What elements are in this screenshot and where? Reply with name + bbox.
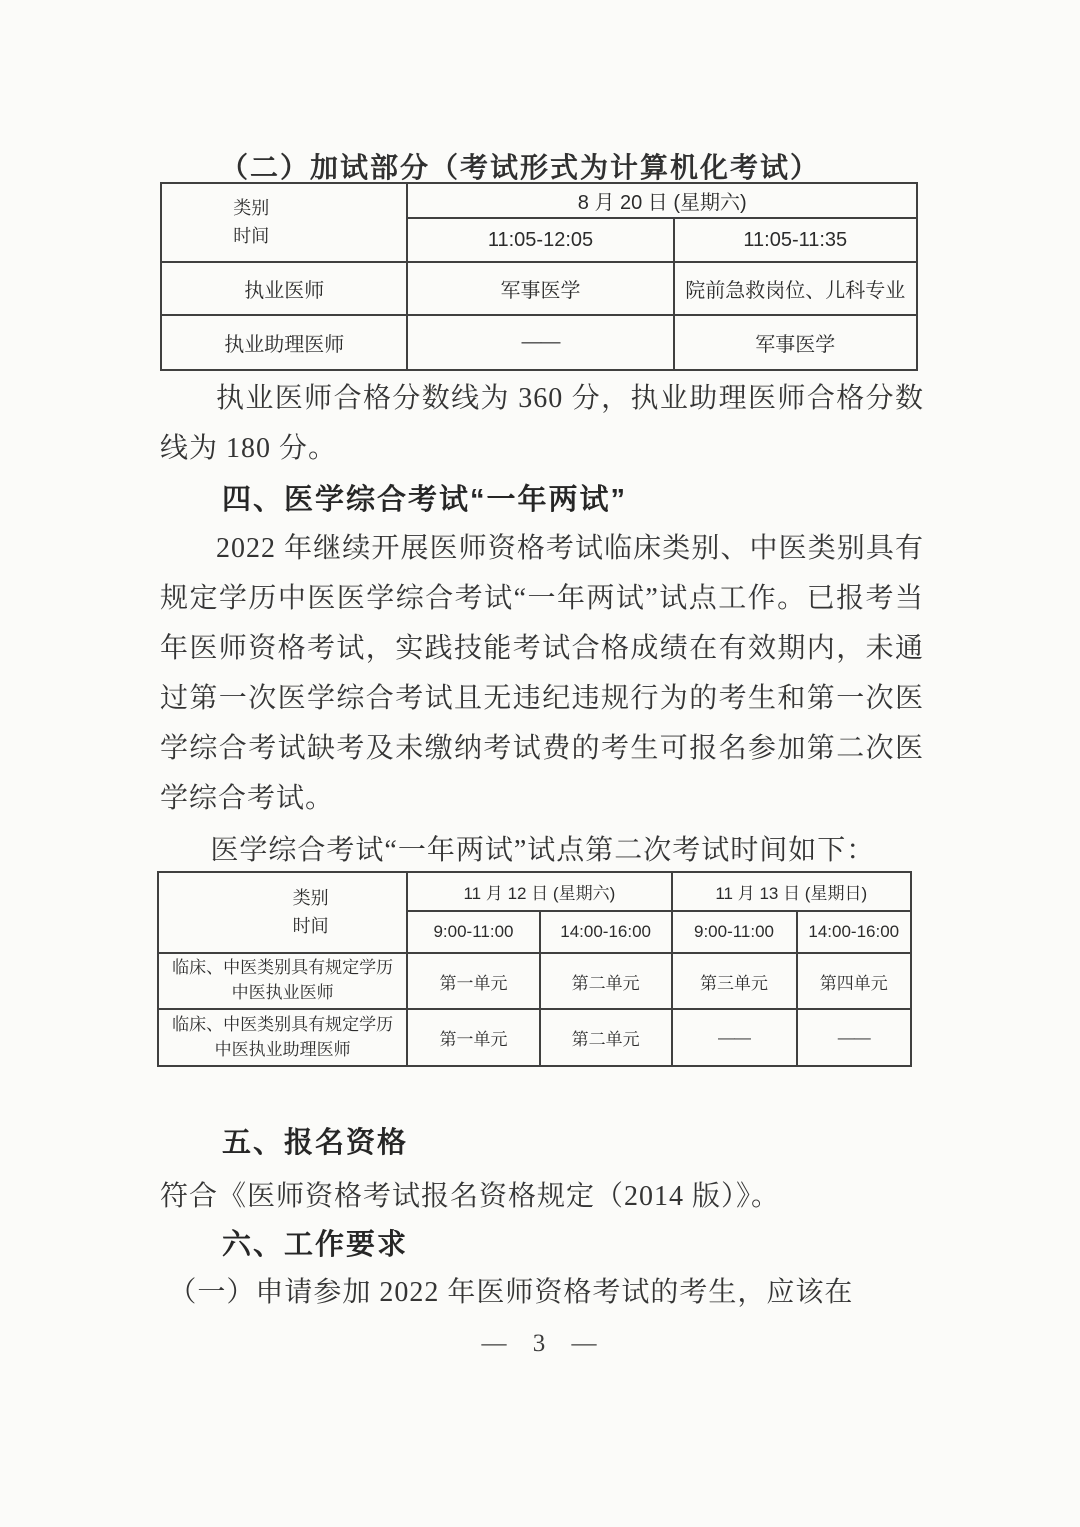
paragraph-two-tests: 2022 年继续开展医师资格考试临床类别、中医类别具有规定学历中医医学综合考试“一年两试”试点工作。已报考当年医师资格考试，实践技能考试合格成绩在有效期内，未通过第一次医学综合考试且无违纪违规行为的考生和第一次医学综合考试缺考及未缴纳考试费的考生可报名参加第二次医学综合考试。 bbox=[160, 533, 924, 814]
corner-header-cell bbox=[161, 183, 407, 262]
time-header-cell: 9:00-11:00 bbox=[672, 911, 797, 953]
category-cell: 执业助理医师 bbox=[161, 315, 407, 370]
unit-cell: 第三单元 bbox=[672, 953, 797, 1009]
addon-exam-table bbox=[160, 182, 918, 371]
exam-cell: 军事医学 bbox=[674, 315, 917, 370]
unit-cell: 第二单元 bbox=[540, 1009, 672, 1066]
heading-addon-section: （二）加试部分（考试形式为计算机化考试） bbox=[220, 153, 821, 184]
unit-cell: 第一单元 bbox=[407, 953, 540, 1009]
paragraph-passing-score: 执业医师合格分数线为 360 分，执业助理医师合格分数线为 180 分。 bbox=[160, 383, 924, 464]
heading-section-five: 五、报名资格 bbox=[222, 1127, 409, 1159]
category-cell: 临床、中医类别具有规定学历 中医执业医师 bbox=[158, 953, 407, 1009]
paragraph-second-exam-intro: 医学综合考试“一年两试”试点第二次考试时间如下： bbox=[210, 835, 876, 866]
corner-label-time: 时间 bbox=[292, 915, 329, 936]
date-header-cell: 8 月 20 日 (星期六) bbox=[407, 183, 917, 218]
paragraph-apply-requirement: （一）申请参加 2022 年医师资格考试的考生，应该在 bbox=[168, 1277, 854, 1308]
time-header-cell: 9:00-11:00 bbox=[407, 911, 540, 953]
heading-section-six: 六、工作要求 bbox=[222, 1229, 409, 1261]
corner-label-time: 时间 bbox=[233, 225, 270, 246]
time-header-cell: 14:00-16:00 bbox=[540, 911, 672, 953]
date-header-cell: 11 月 13 日 (星期日) bbox=[672, 872, 911, 911]
unit-cell-empty: —— bbox=[672, 1009, 797, 1066]
date-header-cell: 11 月 12 日 (星期六) bbox=[407, 872, 671, 911]
corner-label-category: 类别 bbox=[292, 887, 329, 908]
time-header-cell: 11:05-12:05 bbox=[407, 218, 673, 262]
second-exam-table bbox=[157, 871, 912, 1067]
table-row bbox=[161, 315, 917, 370]
table-row bbox=[158, 953, 911, 1009]
paragraph-eligibility: 符合《医师资格考试报名资格规定（2014 版）》。 bbox=[160, 1181, 781, 1212]
unit-cell: 第二单元 bbox=[540, 953, 672, 1009]
exam-cell: 院前急救岗位、儿科专业 bbox=[674, 262, 917, 315]
corner-header-cell bbox=[158, 872, 407, 953]
page-number: — 3 — bbox=[481, 1330, 599, 1357]
category-cell: 执业医师 bbox=[161, 262, 407, 315]
time-header-cell: 11:05-11:35 bbox=[674, 218, 917, 262]
category-cell: 临床、中医类别具有规定学历 中医执业助理医师 bbox=[158, 1009, 407, 1066]
unit-cell: 第一单元 bbox=[407, 1009, 540, 1066]
table-row bbox=[158, 1009, 911, 1066]
unit-cell: 第四单元 bbox=[797, 953, 912, 1009]
exam-cell-empty: —— bbox=[407, 315, 673, 370]
corner-label-category: 类别 bbox=[233, 197, 270, 218]
exam-cell: 军事医学 bbox=[407, 262, 673, 315]
time-header-cell: 14:00-16:00 bbox=[797, 911, 912, 953]
table-row bbox=[161, 262, 917, 315]
heading-section-four: 四、医学综合考试“一年两试” bbox=[222, 484, 628, 516]
unit-cell-empty: —— bbox=[797, 1009, 912, 1066]
